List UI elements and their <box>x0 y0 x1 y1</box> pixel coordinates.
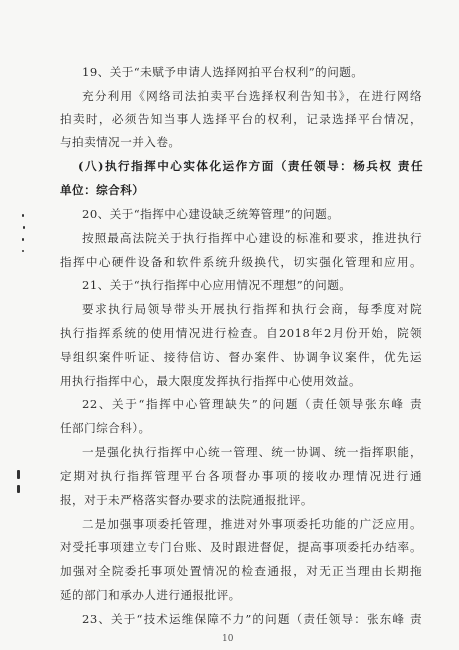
paragraph-line: 一是强化执行指挥中心统一管理、统一协调、统一指挥职能， <box>82 445 422 459</box>
paragraph-line: 拍卖时，必须告知当事人选择平台的权利，记录选择平台情况， <box>60 112 422 126</box>
item-23-heading: 23、关于“技术运维保障不力”的问题（责任领导：张东峰 责 <box>82 612 422 626</box>
paragraph-line: 加强对全院委托事项处置情况的检查通报，对无正当理由长期拖 <box>60 564 422 578</box>
paragraph-line: 执行指挥系统的使用情况进行检查。自2018年2月份开始，院领 <box>60 326 422 340</box>
scan-dot-mark <box>22 250 24 252</box>
paragraph-line: 按照最高法院关于执行指挥中心建设的标准和要求，推进执行 <box>82 231 422 245</box>
scan-dot-mark <box>23 226 25 229</box>
paragraph-line: 充分利用《网络司法拍卖平台选择权利告知书》，在进行网络 <box>82 89 422 103</box>
page-number: 10 <box>222 634 234 644</box>
item-22-heading-cont: 任部门综合科）。 <box>60 421 151 435</box>
scan-dot-mark <box>22 214 24 217</box>
section-8-heading: (八)执行指挥中心实体化运作方面（责任领导：杨兵权 责任 <box>78 159 423 173</box>
paragraph-line: 导组织案件听证、接待信访、督办案件、协调争议案件，优先运 <box>60 350 422 364</box>
paragraph-line: 延的部门和承办人进行通报批评。 <box>60 588 241 602</box>
item-20-heading: 20、关于“指挥中心建设缺乏统筹管理”的问题。 <box>82 207 340 221</box>
paragraph-line: 报，对于未严格落实督办要求的法院通报批评。 <box>60 493 313 507</box>
scan-bar-mark <box>17 485 20 493</box>
item-22-heading: 22、关于“指挥中心管理缺失”的问题（责任领导张东峰 责 <box>82 397 422 411</box>
item-21-heading: 21、关于“执行指挥中心应用情况不理想”的问题。 <box>82 278 352 292</box>
section-8-heading-cont: 单位：综合科） <box>60 183 145 197</box>
paragraph-line: 指挥中心硬件设备和软件系统升级换代，切实强化管理和应用。 <box>60 255 422 269</box>
item-19-heading: 19、关于“未赋予申请人选择网拍平台权利”的问题。 <box>82 65 364 79</box>
paragraph-line: 要求执行局领导带头开展执行指挥和执行会商，每季度对院 <box>82 302 422 316</box>
paragraph-line: 定期对执行指挥管理平台各项督办事项的接收办理情况进行通 <box>60 469 422 483</box>
paragraph-line: 二是加强事项委托管理，推进对外事项委托功能的广泛应用。 <box>82 517 422 531</box>
scan-dot-mark <box>22 238 24 241</box>
paragraph-line: 对受托事项建立专门台账、及时跟进督促，提高事项委托办结率。 <box>60 540 422 554</box>
scan-bar-mark <box>17 470 20 479</box>
paragraph-line: 与拍卖情况一并入卷。 <box>60 135 181 149</box>
paragraph-line: 用执行指挥中心，最大限度发挥执行指挥中心使用效益。 <box>60 374 362 388</box>
